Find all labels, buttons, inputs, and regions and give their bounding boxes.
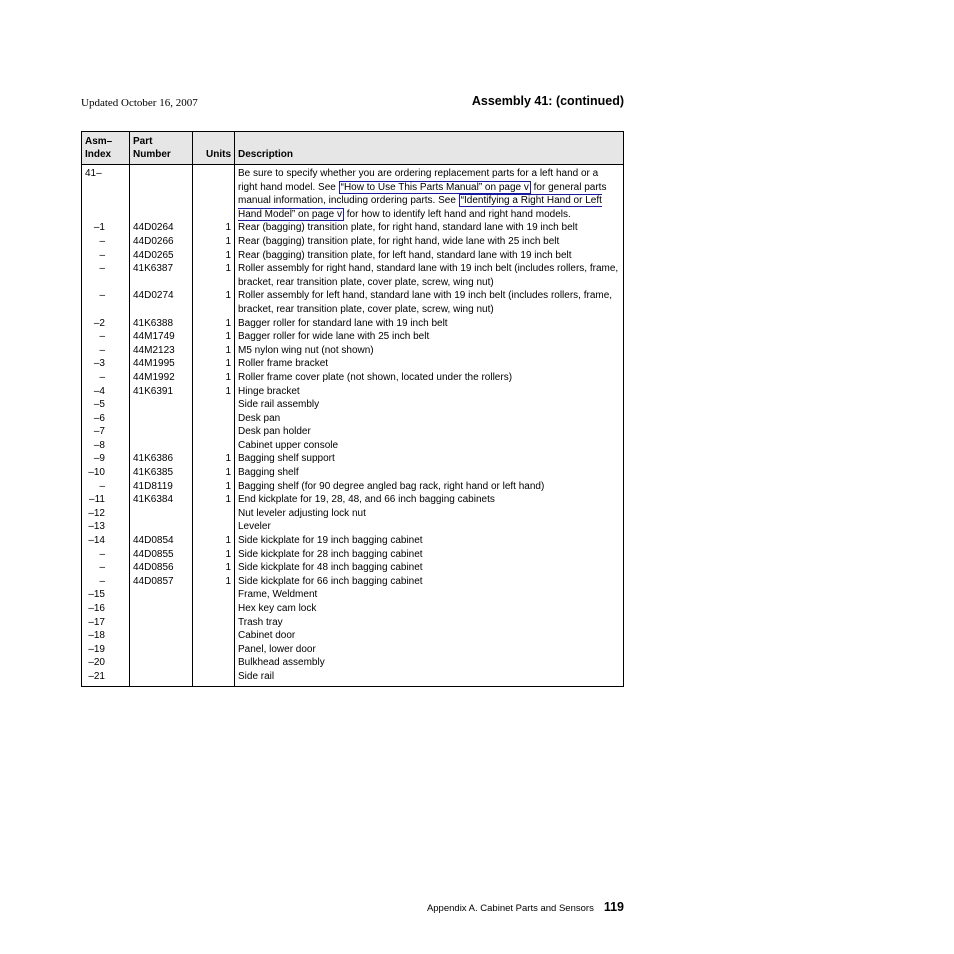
row-units: 1	[193, 235, 235, 249]
table-header-row	[82, 132, 624, 165]
row-index: –	[82, 344, 130, 358]
footer-label: Appendix A. Cabinet Parts and Sensors	[426, 903, 594, 914]
table-row	[82, 493, 624, 507]
row-units	[193, 439, 235, 453]
row-units	[193, 425, 235, 439]
row-units: 1	[193, 357, 235, 371]
row-description: Rear (bagging) transition plate, for right hand, standard lane with 19 inch belt	[235, 221, 624, 235]
table-row	[82, 452, 624, 466]
row-part-number	[130, 656, 193, 670]
table-row	[82, 629, 624, 643]
row-units	[193, 520, 235, 534]
row-part-number	[130, 398, 193, 412]
row-units	[193, 398, 235, 412]
table-row	[82, 249, 624, 263]
row-units	[193, 656, 235, 670]
row-description: M5 nylon wing nut (not shown)	[235, 344, 624, 358]
row-index: –	[82, 575, 130, 589]
row-index: –6	[82, 412, 130, 426]
row-part-number: 44M2123	[130, 344, 193, 358]
row-index: –19	[82, 643, 130, 657]
row-part-number	[130, 602, 193, 616]
table-row	[82, 344, 624, 358]
row-description: Bagging shelf	[235, 466, 624, 480]
row-description: End kickplate for 19, 28, 48, and 66 inch bagging cabinets	[235, 493, 624, 507]
row-units: 1	[193, 575, 235, 589]
row-units: 1	[193, 249, 235, 263]
table-row	[82, 656, 624, 670]
row-index: –13	[82, 520, 130, 534]
row-units: 1	[193, 221, 235, 235]
row-part-number: 44D0854	[130, 534, 193, 548]
row-units	[193, 412, 235, 426]
row-units: 1	[193, 317, 235, 331]
row-index: –7	[82, 425, 130, 439]
row-units: 1	[193, 289, 235, 316]
updated-date: Updated October 16, 2007	[81, 97, 198, 109]
row-description: Bagging shelf (for 90 degree angled bag rack, right hand or left hand)	[235, 480, 624, 494]
row-index: –14	[82, 534, 130, 548]
header-part-line1: Part	[133, 136, 153, 147]
row-description: Roller frame bracket	[235, 357, 624, 371]
row-part-number	[130, 643, 193, 657]
table-row	[82, 616, 624, 630]
row-part-number: 44D0266	[130, 235, 193, 249]
row-units: 1	[193, 480, 235, 494]
table-row	[82, 425, 624, 439]
table-row	[82, 466, 624, 480]
row-index: –11	[82, 493, 130, 507]
row-part-number: 41K6386	[130, 452, 193, 466]
intro-text-2: for general parts manual information, including ordering parts. See	[238, 181, 607, 207]
table-row	[82, 670, 624, 686]
row-index: –17	[82, 616, 130, 630]
row-part-number	[130, 616, 193, 630]
row-units: 1	[193, 548, 235, 562]
row-index: –	[82, 262, 130, 289]
row-part-number: 44M1992	[130, 371, 193, 385]
row-index: –3	[82, 357, 130, 371]
table-row	[82, 548, 624, 562]
intro-text-1: Be sure to specify whether you are ordering replacement parts for a left hand or a right hand model. See	[238, 168, 599, 193]
row-units	[193, 507, 235, 521]
table-row	[82, 385, 624, 399]
row-part-number: 44D0265	[130, 249, 193, 263]
header-index-line1: Asm–	[85, 136, 113, 147]
table-row	[82, 561, 624, 575]
row-index: –10	[82, 466, 130, 480]
row-part-number: 44D0856	[130, 561, 193, 575]
row-description	[235, 165, 624, 222]
row-index: –18	[82, 629, 130, 643]
row-index: –	[82, 330, 130, 344]
row-part-number	[130, 439, 193, 453]
xref-link-identify-model[interactable]: “Identifying a Right Hand or Left Hand Model” on page v	[238, 195, 602, 220]
row-part-number: 44M1995	[130, 357, 193, 371]
row-index: –16	[82, 602, 130, 616]
table-row	[82, 643, 624, 657]
table-row	[82, 588, 624, 602]
table-row	[82, 357, 624, 371]
row-index: –5	[82, 398, 130, 412]
table-row	[82, 235, 624, 249]
row-index: –21	[82, 670, 130, 686]
row-units	[193, 588, 235, 602]
row-index: –15	[82, 588, 130, 602]
row-units: 1	[193, 371, 235, 385]
row-index: –2	[82, 317, 130, 331]
row-index: –	[82, 289, 130, 316]
section-title: Assembly 41: (continued)	[471, 94, 624, 108]
table-row	[82, 330, 624, 344]
row-part-number	[130, 670, 193, 686]
header-part-number	[130, 132, 193, 165]
row-index: –1	[82, 221, 130, 235]
row-index: 41–	[82, 165, 130, 222]
page-number: 119	[603, 900, 624, 914]
row-part-number	[130, 588, 193, 602]
row-index: –	[82, 548, 130, 562]
table-row	[82, 412, 624, 426]
row-index: –	[82, 371, 130, 385]
row-units	[193, 602, 235, 616]
table-row	[82, 221, 624, 235]
row-description: Nut leveler adjusting lock nut	[235, 507, 624, 521]
row-units: 1	[193, 330, 235, 344]
parts-table	[81, 131, 624, 687]
table-row	[82, 602, 624, 616]
row-description: Desk pan holder	[235, 425, 624, 439]
table-row	[82, 480, 624, 494]
row-part-number: 41K6391	[130, 385, 193, 399]
row-units	[193, 629, 235, 643]
row-units: 1	[193, 385, 235, 399]
row-part-number	[130, 412, 193, 426]
row-units: 1	[193, 561, 235, 575]
row-description: Leveler	[235, 520, 624, 534]
row-description: Side rail assembly	[235, 398, 624, 412]
row-part-number: 41K6388	[130, 317, 193, 331]
table-row-intro	[82, 165, 624, 222]
row-index: –	[82, 561, 130, 575]
header-index	[82, 132, 130, 165]
row-units	[193, 643, 235, 657]
row-part-number	[130, 507, 193, 521]
row-index: –	[82, 480, 130, 494]
row-description: Roller assembly for left hand, standard lane with 19 inch belt (includes rollers, frame, bracket, rear transition plate, cover plate, screw, wing nut)	[235, 289, 624, 316]
row-index: –12	[82, 507, 130, 521]
row-part-number	[130, 629, 193, 643]
intro-text-3: for how to identify left hand and right hand models.	[343, 208, 571, 220]
row-part-number: 41D8119	[130, 480, 193, 494]
row-units	[193, 616, 235, 630]
row-part-number: 41K6384	[130, 493, 193, 507]
row-part-number: 44M1749	[130, 330, 193, 344]
row-description: Bagging shelf support	[235, 452, 624, 466]
header-description: Description	[235, 132, 624, 165]
row-description: Roller frame cover plate (not shown, located under the rollers)	[235, 371, 624, 385]
table-row	[82, 371, 624, 385]
header-units: Units	[193, 132, 235, 165]
row-description: Bulkhead assembly	[235, 656, 624, 670]
row-units: 1	[193, 262, 235, 289]
row-units: 1	[193, 344, 235, 358]
row-description: Bagger roller for wide lane with 25 inch belt	[235, 330, 624, 344]
header-index-line2: Index	[85, 148, 112, 160]
row-part-number: 41K6387	[130, 262, 193, 289]
row-index: –4	[82, 385, 130, 399]
row-part-number	[130, 520, 193, 534]
row-description: Desk pan	[235, 412, 624, 426]
table-row	[82, 507, 624, 521]
table-row	[82, 262, 624, 289]
row-description: Hex key cam lock	[235, 602, 624, 616]
row-part-number: 44D0855	[130, 548, 193, 562]
row-description: Side rail	[235, 670, 624, 686]
row-index: –	[82, 249, 130, 263]
header-part-line2: Number	[133, 148, 171, 160]
row-part-number: 41K6385	[130, 466, 193, 480]
row-units: 1	[193, 493, 235, 507]
row-units: 1	[193, 452, 235, 466]
row-units: 1	[193, 534, 235, 548]
row-index: –8	[82, 439, 130, 453]
xref-link-parts-manual[interactable]: “How to Use This Parts Manual” on page v	[340, 181, 529, 193]
row-description: Side kickplate for 48 inch bagging cabinet	[235, 561, 624, 575]
row-part-number	[130, 425, 193, 439]
table-row	[82, 398, 624, 412]
table-row	[82, 289, 624, 316]
row-description: Trash tray	[235, 616, 624, 630]
row-description: Panel, lower door	[235, 643, 624, 657]
row-description: Roller assembly for right hand, standard lane with 19 inch belt (includes rollers, frame, bracket, rear transition plate, cover plate, screw, wing nut)	[235, 262, 624, 289]
row-description: Side kickplate for 19 inch bagging cabinet	[235, 534, 624, 548]
row-description: Rear (bagging) transition plate, for left hand, standard lane with 19 inch belt	[235, 249, 624, 263]
row-part-number	[130, 165, 193, 222]
row-description: Cabinet door	[235, 629, 624, 643]
row-description: Cabinet upper console	[235, 439, 624, 453]
row-index: –9	[82, 452, 130, 466]
table-row	[82, 439, 624, 453]
row-units	[193, 670, 235, 686]
row-description: Frame, Weldment	[235, 588, 624, 602]
row-description: Bagger roller for standard lane with 19 inch belt	[235, 317, 624, 331]
table-row	[82, 317, 624, 331]
page-footer	[427, 900, 624, 914]
row-units	[193, 165, 235, 222]
row-part-number: 44D0274	[130, 289, 193, 316]
row-description: Side kickplate for 66 inch bagging cabinet	[235, 575, 624, 589]
table-row	[82, 520, 624, 534]
row-description: Rear (bagging) transition plate, for right hand, wide lane with 25 inch belt	[235, 235, 624, 249]
row-units: 1	[193, 466, 235, 480]
row-index: –	[82, 235, 130, 249]
table-row	[82, 575, 624, 589]
row-description: Side kickplate for 28 inch bagging cabinet	[235, 548, 624, 562]
row-part-number: 44D0264	[130, 221, 193, 235]
row-part-number: 44D0857	[130, 575, 193, 589]
row-index: –20	[82, 656, 130, 670]
table-row	[82, 534, 624, 548]
row-description: Hinge bracket	[235, 385, 624, 399]
